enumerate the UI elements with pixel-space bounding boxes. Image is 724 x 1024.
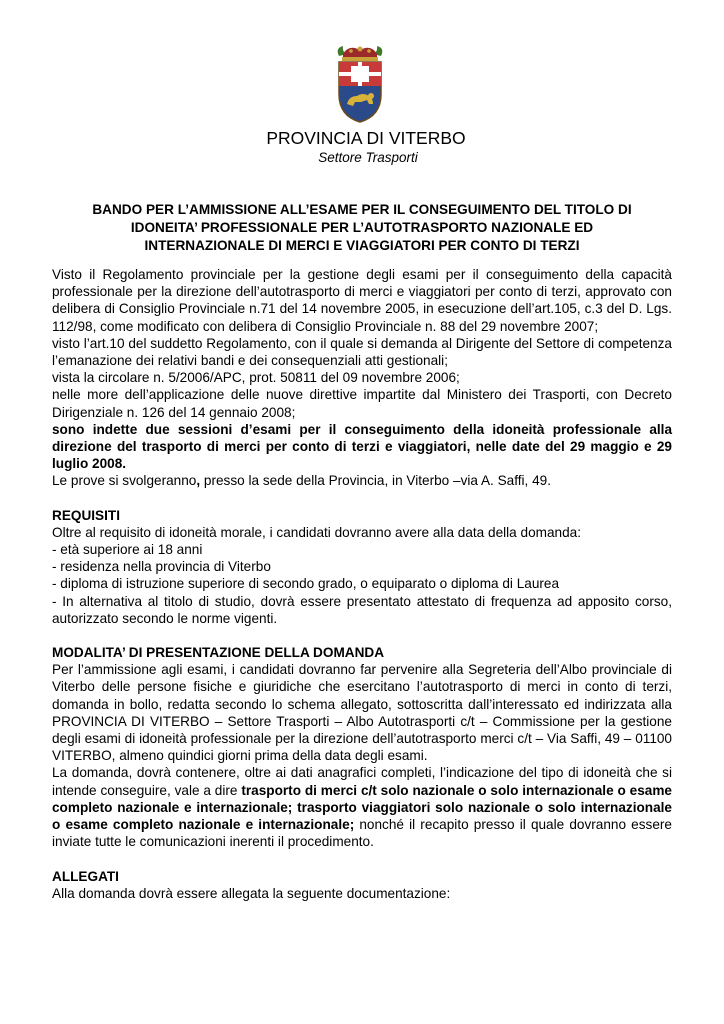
modalita-text: La domanda, dovrà contenere, oltre ai dati anagrafici completi, l’indicazione del tipo di idoneità che si intende conseguire, vale a dire <box>52 765 672 798</box>
title-line: INTERNAZIONALE DI MERCI E VIAGGIATORI PER CONTO DI TERZI <box>144 238 580 253</box>
allegati-intro: Alla domanda dovrà essere allegata la seguente documentazione: <box>52 885 451 901</box>
exam-location-text: presso la sede della Provincia, in Viterbo –via A. Saffi, 49. <box>200 473 551 489</box>
modalita-exam-types: trasporto di merci c/t solo nazionale o solo internazionale o esame completo nazionale e internazionale; trasporto viaggiatori solo nazionale o solo internazionale o esame completo nazionale e internazionale; <box>52 782 672 833</box>
exam-location-comma: , <box>196 473 201 489</box>
intro-paragraph: nelle more dell’applicazione delle nuove direttive impartite dal Ministero dei Trasporti, con Decreto Dirigenziale n. 126 del 14 gennaio 2008; <box>52 387 672 420</box>
section-heading-requisiti: REQUISITI <box>52 507 120 523</box>
organization-name: PROVINCIA DI VITERBO <box>266 128 466 148</box>
intro-paragraph: visto l’art.10 del suddetto Regolamento, con il quale si demanda al Dirigente del Settore di competenza l’emanazione dei relativi bandi e dei consequenziali atti gestionali; <box>52 335 672 369</box>
intro-paragraph: Visto il Regolamento provinciale per la gestione degli esami per il conseguimento della capacità professionale per la direzione dell’autotrasporto di merci e viaggiatori per conto di terzi, approvato con delibera di Consiglio Provinciale n.71 del 14 novembre 2005, in esecuzione dell’art.105, c.3 del D. Lgs. 112/98, come modificato con delibera di Consiglio Provinciale n. 88 del 29 novembre 2007; <box>52 267 672 334</box>
modalita-text: nonché il recapito presso il quale dovranno essere inviate tutte le comunicazioni inerenti il procedimento. <box>52 817 672 850</box>
document-body <box>52 266 672 902</box>
section-heading-modalita: MODALITA’ DI PRESENTAZIONE DELLA DOMANDA <box>52 645 385 661</box>
section-heading-allegati: ALLEGATI <box>52 868 119 884</box>
requisiti-intro: Oltre al requisito di idoneità morale, i candidati dovranno avere alla data della domanda: <box>52 524 581 540</box>
modalita-paragraph <box>52 764 672 850</box>
exam-location-paragraph <box>52 472 672 489</box>
requisiti-item: - diploma di istruzione superiore di secondo grado, o equiparato o diploma di Laurea <box>52 576 560 592</box>
requisiti-item: - In alternativa al titolo di studio, dovrà essere presentato attestato di frequenza ad apposito corso, autorizzato secondo le norme vigenti. <box>52 593 672 626</box>
intro-paragraph: vista la circolare n. 5/2006/APC, prot. 50811 del 09 novembre 2006; <box>52 370 460 386</box>
title-line: BANDO PER L’AMMISSIONE ALL’ESAME PER IL CONSEGUIMENTO DEL TITOLO DI <box>92 202 632 217</box>
document-title <box>60 201 664 255</box>
provincia-viterbo-crest-icon <box>333 42 387 124</box>
exam-location-text: Le prove si svolgeranno <box>52 473 197 489</box>
requisiti-item: - residenza nella provincia di Viterbo <box>52 559 271 575</box>
title-line: IDONEITA’ PROFESSIONALE PER L’AUTOTRASPORTO NAZIONALE ED <box>130 220 594 235</box>
modalita-paragraph: Per l’ammissione agli esami, i candidati dovranno far pervenire alla Segreteria dell’Albo provinciale di Viterbo delle persone fisiche e giuridiche che esercitano l’autotrasporto di merci in conto di terzi, domanda in bollo, redatta secondo lo schema allegato, sottoscritta dall’interessato ed indirizzata alla PROVINCIA DI VITERBO – Settore Trasporti – Albo Autotrasporti c/t – Commissione per la gestione degli esami di idoneità professionale per la direzione dell’autotrasporto merci c/t – Via Saffi, 49 – 01100 VITERBO, almeno quindici giorni prima della data degli esami. <box>52 662 672 764</box>
announcement-paragraph: sono indette due sessioni d’esami per il conseguimento della idoneità professionale alla direzione del trasporto di merci per conto di terzi e viaggiatori, nelle date del 29 maggio e 29 luglio 2008. <box>52 421 672 472</box>
requisiti-item: - età superiore ai 18 anni <box>52 542 203 558</box>
organization-department: Settore Trasporti <box>318 150 418 165</box>
